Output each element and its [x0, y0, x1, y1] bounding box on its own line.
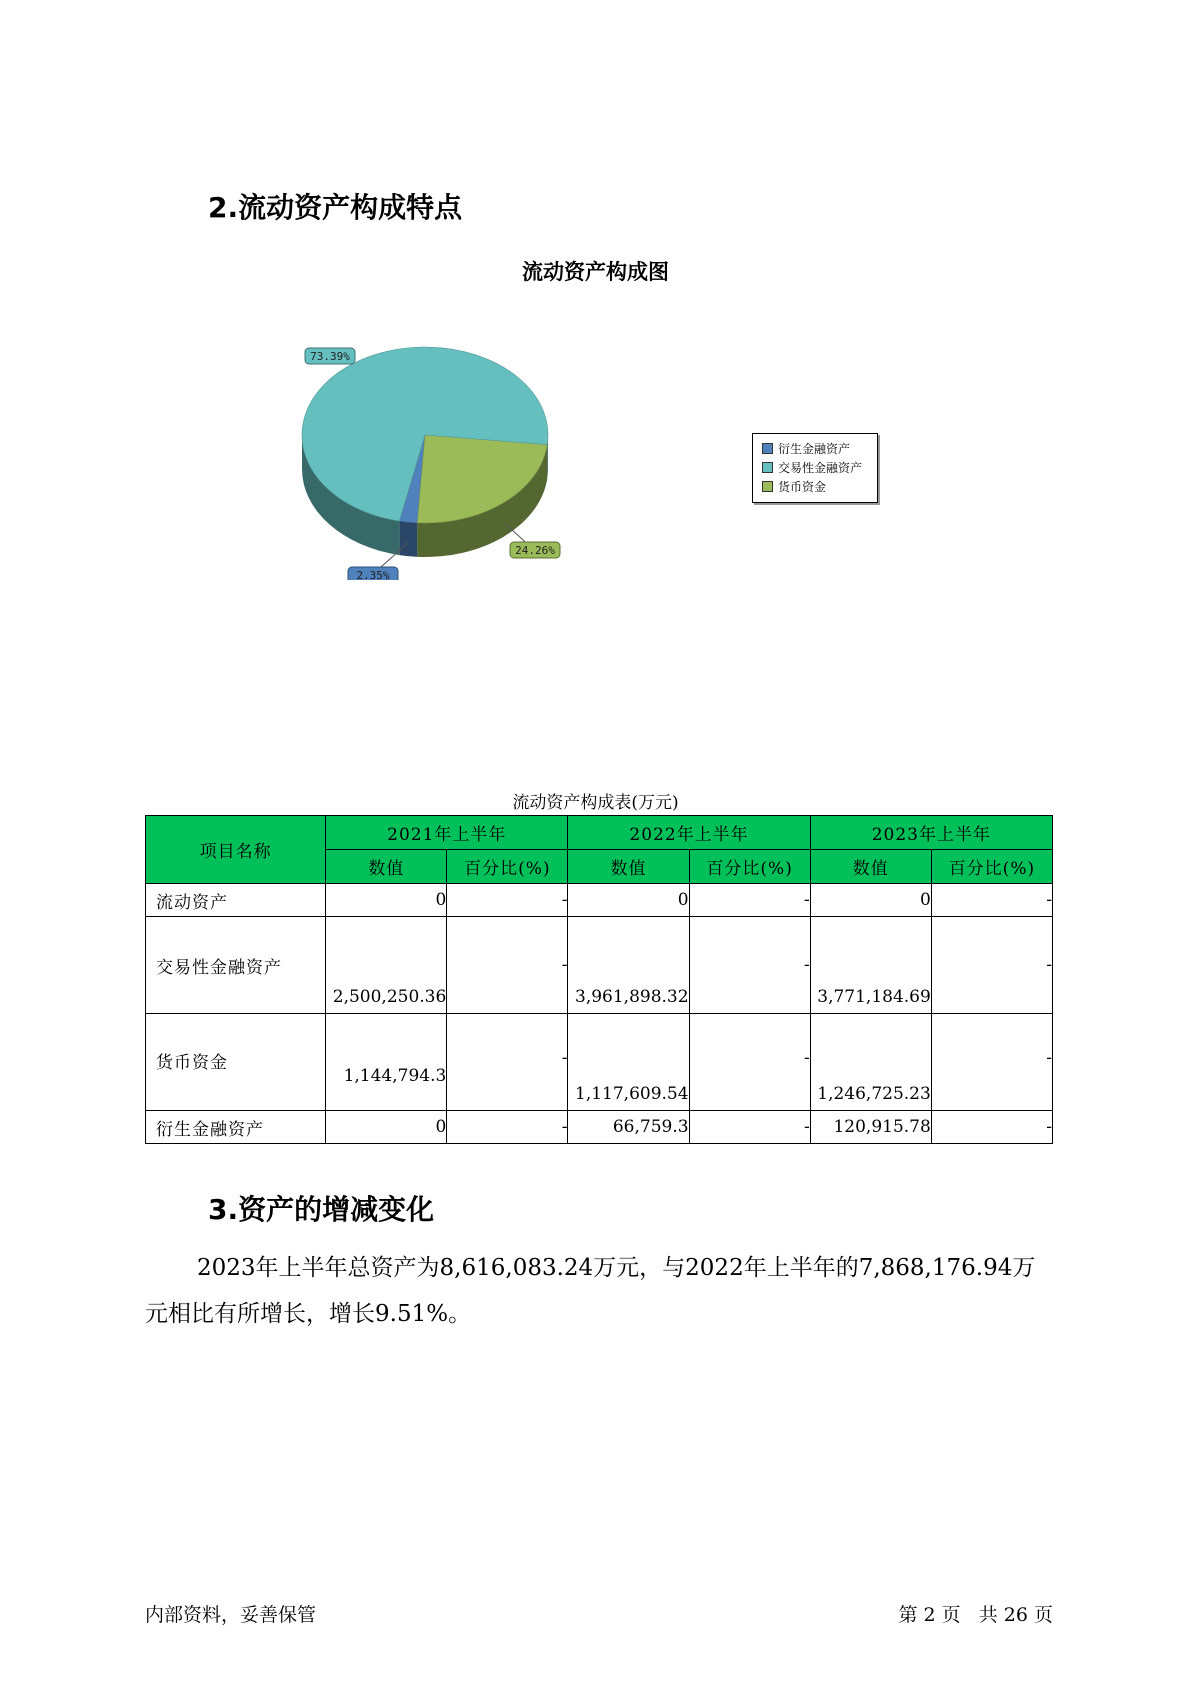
row-name: 交易性金融资产	[146, 917, 326, 1014]
current-assets-table	[145, 815, 1053, 1144]
row-name: 货币资金	[146, 1014, 326, 1111]
legend-label: 货币资金	[778, 480, 827, 494]
pie-label-cash: 24.26%	[515, 544, 555, 557]
cell-pct: -	[689, 884, 810, 917]
section-heading-3: 3.资产的增减变化	[208, 1193, 435, 1226]
cell-value: 120,915.78	[810, 1111, 931, 1144]
legend-swatch	[762, 462, 773, 473]
legend-swatch	[762, 481, 773, 492]
cell-pct: -	[931, 1111, 1052, 1144]
cell-value: 0	[326, 1111, 447, 1144]
legend-item-cash	[762, 478, 877, 495]
legend-item-trading	[762, 459, 877, 476]
cell-pct: -	[447, 884, 568, 917]
pie-side-derivative	[399, 521, 417, 557]
legend-label: 衍生金融资产	[778, 442, 851, 456]
table-row	[146, 1111, 1053, 1144]
table-row	[146, 884, 1053, 917]
legend-label: 交易性金融资产	[778, 461, 863, 475]
cell-value: 1,246,725.23	[810, 1014, 931, 1111]
cell-pct: -	[689, 1111, 810, 1144]
cell-pct: -	[689, 1014, 810, 1111]
cell-value: 3,961,898.32	[568, 917, 689, 1014]
cell-pct: -	[931, 917, 1052, 1014]
header-item-name: 项目名称	[146, 816, 326, 884]
asset-change-paragraph: 2023年上半年总资产为8,616,083.24万元，与2022年上半年的7,868,176.94万元相比有所增长，增长9.51%。	[145, 1255, 1036, 1327]
cell-value: 1,117,609.54	[568, 1014, 689, 1111]
pie-label-trading: 73.39%	[310, 350, 350, 363]
cell-value: 0	[810, 884, 931, 917]
cell-value: 0	[568, 884, 689, 917]
header-pct: 百分比(%)	[447, 850, 568, 884]
table-caption: 流动资产构成表(万元)	[512, 793, 679, 813]
header-value: 数值	[568, 850, 689, 884]
cell-value: 1,144,794.3	[326, 1014, 447, 1111]
header-pct: 百分比(%)	[931, 850, 1052, 884]
cell-pct: -	[447, 1014, 568, 1111]
cell-pct: -	[931, 1014, 1052, 1111]
footer-page-number: 第 2 页 共 26 页	[898, 1604, 1053, 1626]
header-period-2022: 2022年上半年	[568, 816, 810, 850]
chart-legend	[752, 433, 878, 503]
pie-label-derivative: 2.35%	[356, 569, 390, 580]
row-name: 流动资产	[146, 884, 326, 917]
header-value: 数值	[810, 850, 931, 884]
cell-pct: -	[447, 917, 568, 1014]
cell-pct: -	[447, 1111, 568, 1144]
table-row	[146, 1014, 1053, 1111]
cell-value: 2,500,250.36	[326, 917, 447, 1014]
cell-value: 3,771,184.69	[810, 917, 931, 1014]
chart-title: 流动资产构成图	[522, 260, 669, 284]
cell-value: 66,759.3	[568, 1111, 689, 1144]
cell-pct: -	[931, 884, 1052, 917]
cell-value: 0	[326, 884, 447, 917]
cell-pct: -	[689, 917, 810, 1014]
row-name: 衍生金融资产	[146, 1111, 326, 1144]
header-period-2023: 2023年上半年	[810, 816, 1052, 850]
footer-confidential: 内部资料，妥善保管	[145, 1604, 317, 1626]
section-heading-2: 2.流动资产构成特点	[208, 191, 463, 224]
header-pct: 百分比(%)	[689, 850, 810, 884]
header-period-2021: 2021年上半年	[326, 816, 568, 850]
legend-item-derivative	[762, 440, 877, 457]
pie-chart	[270, 320, 600, 580]
table-row	[146, 917, 1053, 1014]
legend-swatch	[762, 443, 773, 454]
header-value: 数值	[326, 850, 447, 884]
